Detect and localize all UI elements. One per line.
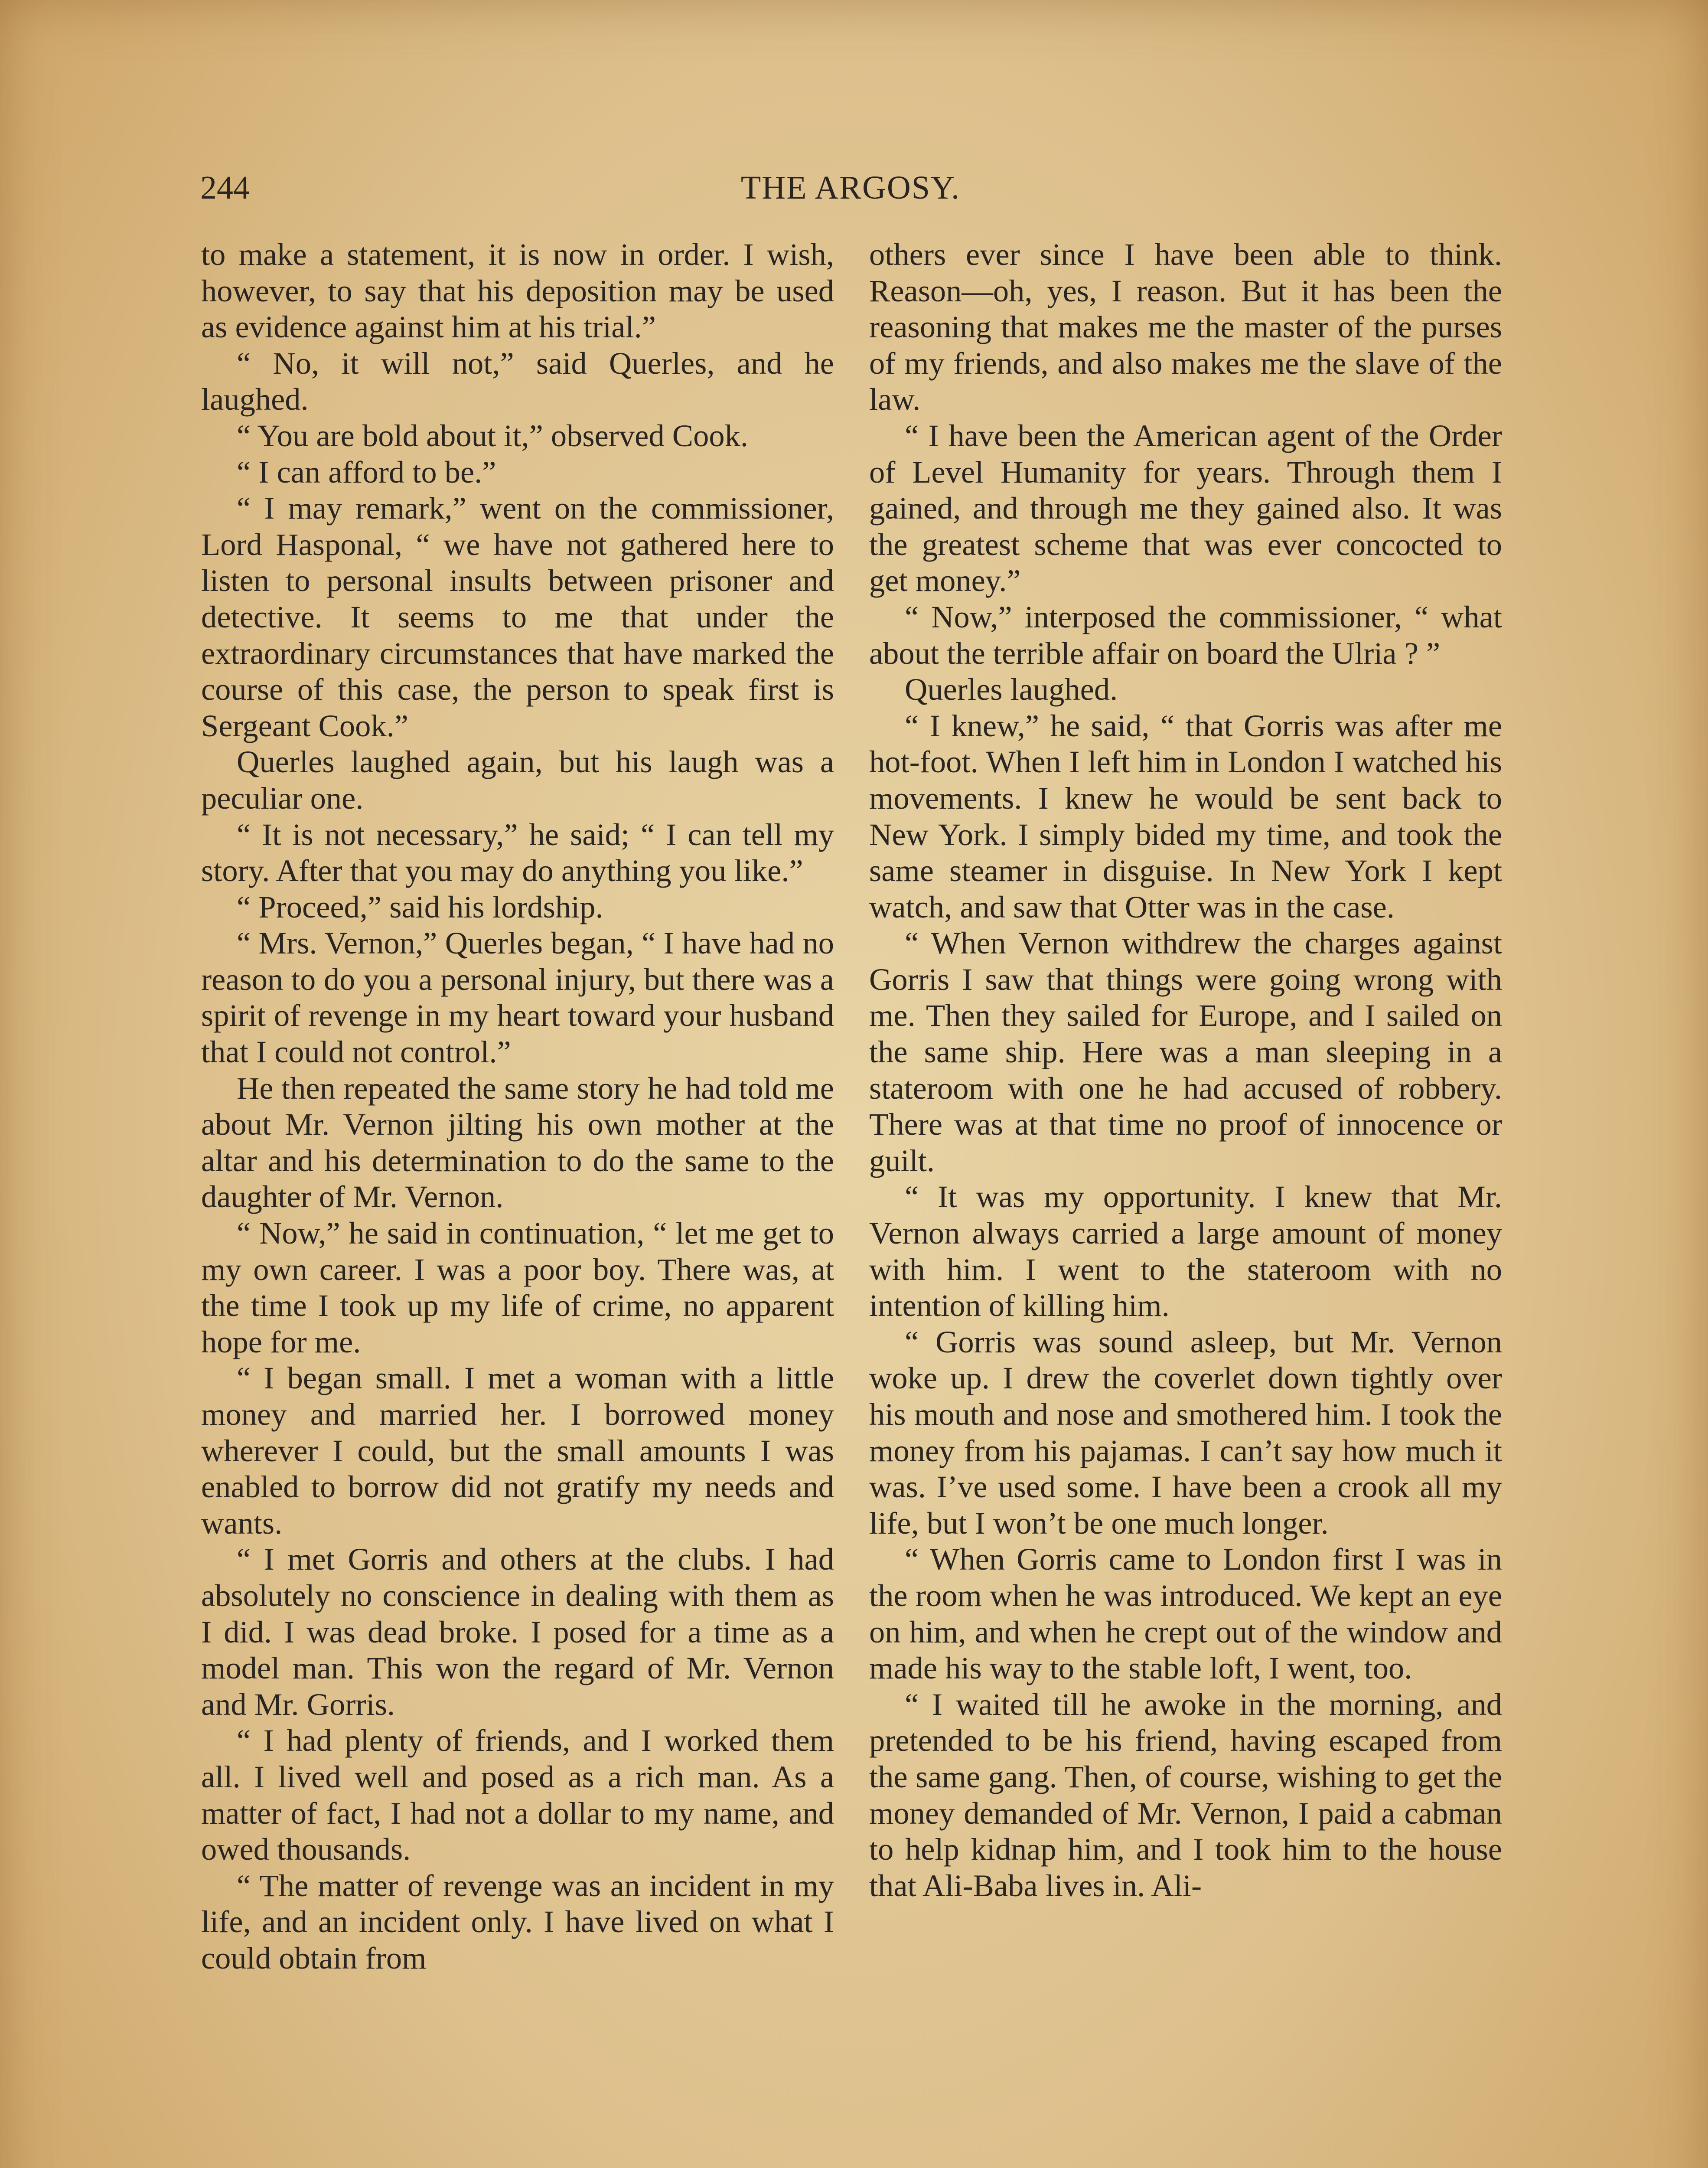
left-column	[201, 236, 834, 1976]
running-header	[200, 164, 1501, 212]
paragraph: He then repeated the same story he had told me about Mr. Vernon jilting his own mother at the altar and his determination to do the same to the daughter of Mr. Vernon.	[201, 1070, 834, 1215]
paragraph: “ I have been the American agent of the Order of Level Humanity for years. Through them I gained, and through me they gained also. It was the greatest scheme that was ever concocted to get money.”	[869, 418, 1502, 598]
paragraph: others ever since I have been able to think. Reason—oh, yes, I reason. But it has been the reasoning that makes me the master of the purses of my friends, and also makes me the slave of the law.	[869, 237, 1502, 417]
paragraph: Querles laughed again, but his laugh was a peculiar one.	[201, 744, 834, 816]
paragraph: “ I had plenty of friends, and I worked them all. I lived well and posed as a rich man. As a matter of fact, I had not a dollar to my name, and owed thousands.	[201, 1723, 834, 1867]
paragraph: “ It was my opportunity. I knew that Mr. Vernon always carried a large amount of money with him. I went to the stateroom with no intention of killing him.	[869, 1179, 1502, 1323]
paragraph: “ I waited till he awoke in the morning, and pretended to be his friend, having escaped from the same gang. Then, of course, wishing to get the money demanded of Mr. Vernon, I paid a cabman to help kidnap him, and I took him to the house that Ali-Baba lives in. Ali-	[869, 1686, 1502, 1903]
paragraph: “ It is not necessary,” he said; “ I can tell my story. After that you may do anything you like.”	[201, 816, 834, 888]
paragraph: “ When Vernon withdrew the charges against Gorris I saw that things were going wrong with me. Then they sailed for Europe, and I sailed on the same ship. Here was a man sleeping in a stateroom with one he had accused of robbery. There was at that time no proof of innocence or guilt.	[869, 925, 1502, 1178]
paragraph: “ I may remark,” went on the commissioner, Lord Hasponal, “ we have not gathered here to listen to personal insults between prisoner and detective. It seems to me that under the extraordinary circumstances that have marked the course of this case, the person to speak first is Sergeant Cook.”	[201, 490, 834, 743]
paragraph: “ Mrs. Vernon,” Querles began, “ I have had no reason to do you a personal injury, but there was a spirit of revenge in my heart toward your husband that I could not control.”	[201, 925, 834, 1070]
paragraph: “ Proceed,” said his lordship.	[237, 889, 603, 924]
paragraph: “ I can afford to be.”	[237, 454, 496, 490]
page-number: 244	[200, 170, 250, 206]
paragraph: “ I began small. I met a woman with a little money and married her. I borrowed money wherever I could, but the small amounts I was enabled to borrow did not gratify my needs and wants.	[201, 1360, 834, 1541]
paragraph: Querles laughed.	[905, 672, 1118, 707]
paragraph: “ When Gorris came to London first I was in the room when he was introduced. We kept an eye on him, and when he crept out of the window and made his way to the stable loft, I went, too.	[869, 1541, 1502, 1686]
paragraph: “ Now,” interposed the commissioner, “ what about the terrible affair on board the Ulria ? ”	[869, 599, 1502, 671]
paragraph: “ Now,” he said in continuation, “ let me get to my own career. I was a poor boy. There was, at the time I took up my life of crime, no apparent hope for me.	[201, 1215, 834, 1359]
paragraph: “ The matter of revenge was an incident in my life, and an incident only. I have lived on what I could obtain from	[201, 1868, 834, 1975]
running-title: THE ARGOSY.	[740, 170, 961, 206]
paragraph: “ I met Gorris and others at the clubs. I had absolutely no conscience in dealing with them as I did. I was dead broke. I posed for a time as a model man. This won the regard of Mr. Vernon and Mr. Gorris.	[201, 1541, 834, 1722]
right-column	[869, 236, 1502, 1904]
paragraph: to make a statement, it is now in order. I wish, however, to say that his deposition may be used as evidence against him at his trial.”	[201, 237, 834, 345]
paragraph: “ Gorris was sound asleep, but Mr. Vernon woke up. I drew the coverlet down tightly over his mouth and nose and smothered him. I took the money from his pajamas. I can’t say how much it was. I’ve used some. I have been a crook all my life, but I won’t be one much longer.	[869, 1324, 1502, 1541]
paragraph: “ No, it will not,” said Querles, and he laughed.	[201, 345, 834, 417]
paragraph: “ You are bold about it,” observed Cook.	[237, 418, 748, 453]
paragraph: “ I knew,” he said, “ that Gorris was after me hot-foot. When I left him in London I watched his movements. I knew he would be sent back to New York. I simply bided my time, and took the same steamer in disguise. In New York I kept watch, and saw that Otter was in the case.	[869, 708, 1502, 924]
